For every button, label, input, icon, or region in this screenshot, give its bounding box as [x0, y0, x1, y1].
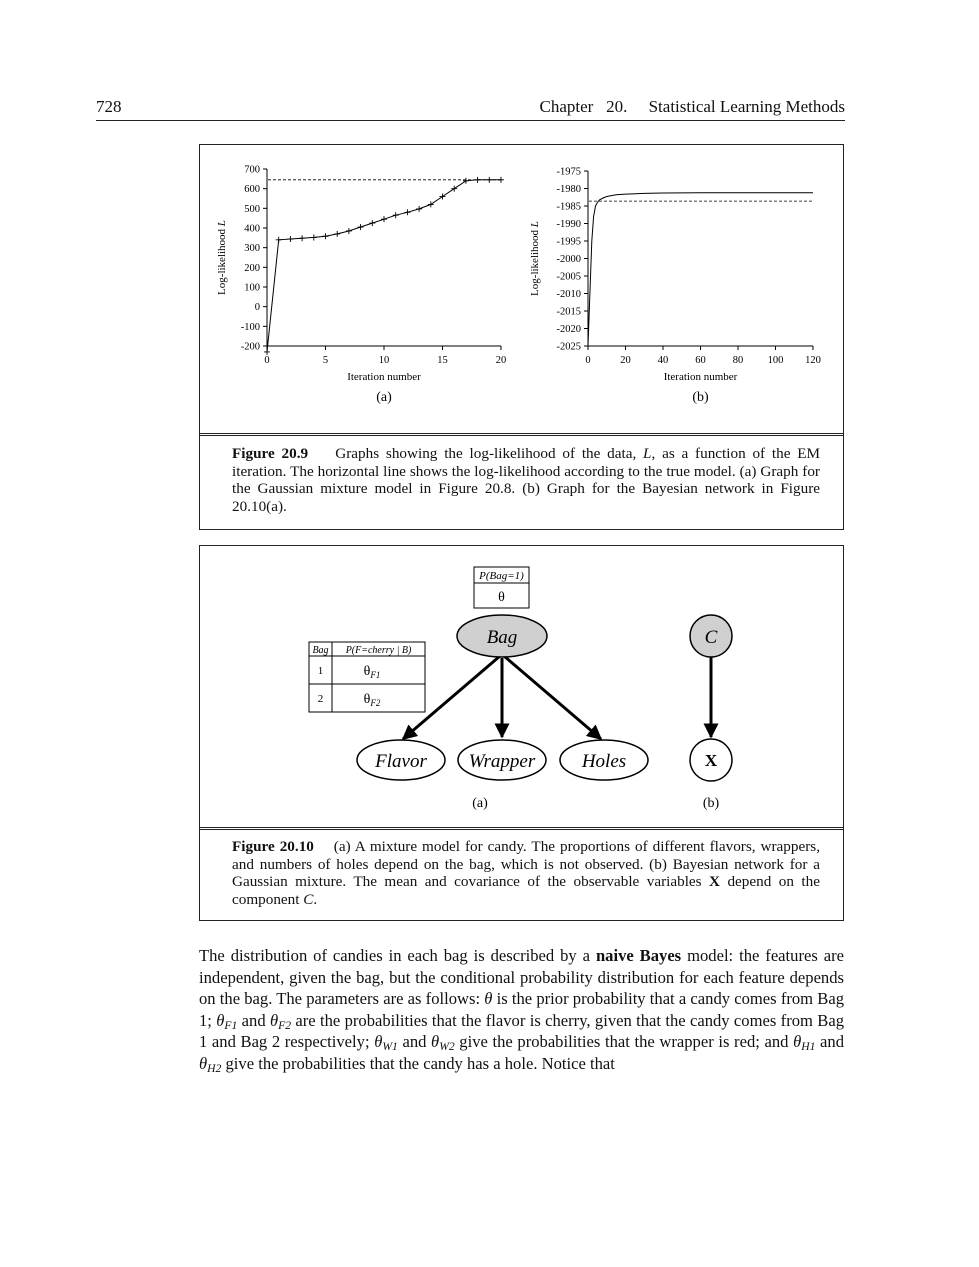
svg-text:Holes: Holes [581, 751, 627, 772]
x-axis-label: Iteration number [347, 371, 421, 383]
y-tick-label: -1990 [556, 219, 581, 230]
node-x [690, 739, 732, 781]
node-bag [457, 615, 547, 657]
data-point [369, 220, 375, 226]
y-tick-label: 0 [254, 302, 260, 314]
y-tick-label: -2025 [556, 341, 581, 353]
y-tick-label: 400 [244, 223, 260, 235]
caption-var: L [643, 445, 652, 462]
data-point [451, 186, 457, 192]
node-holes [560, 740, 648, 780]
x-tick-label: 20 [620, 355, 631, 366]
svg-text:Flavor: Flavor [375, 751, 427, 772]
data-point [323, 233, 329, 239]
data-point [428, 201, 434, 207]
panel-label: (b) [692, 390, 709, 405]
chart-b [520, 145, 845, 435]
cpt-col-bag: Bag [312, 645, 329, 656]
data-point [463, 178, 469, 184]
data-point [486, 177, 492, 183]
data-point [358, 224, 364, 230]
series-line [267, 180, 501, 352]
x-tick-label: 15 [437, 355, 448, 366]
data-point [346, 228, 352, 234]
caption-text: (a) A mixture model for candy. The proportions of different flavors, wrappers, and numbers of holes depend on the bag, which is not observed. (b) Bayesian network for a Gaussian mixture. The mean and covariance of the observable variables [232, 838, 820, 891]
cpt-row1-bag: 1 [317, 665, 324, 677]
data-point [440, 194, 446, 200]
data-point [416, 206, 422, 212]
body-paragraph: The distribution of candies in each bag is described by a naive Bayes model: the features are independent, given the bag, but the conditional probability distribution for each feature depends on the bag. The parameters are as follows: θ is the prior probability that a candy comes from Bag 1; $\theta_{F1}$ and $\theta_{F2}$ are the probabilities that the flavor is cherry, given that the candy comes from Bag 1 and Bag 2 respectively; $\theta_{W1}$ and $\theta_{W2}$ give the probabilities that the wrapper is red; and $\theta_{H1}$ and $\theta_{H2}$ give the probabilities that the candy has a hole. Notice that [199, 946, 845, 1075]
caption-var: C [303, 890, 314, 908]
y-tick-label: -2005 [556, 271, 581, 283]
figure-20-9-caption [232, 445, 820, 515]
bayes-net-diagram [200, 546, 843, 828]
y-tick-label: -1995 [556, 236, 581, 248]
x-tick-label: 80 [732, 355, 744, 366]
x-tick-label: 40 [657, 355, 669, 366]
y-tick-label: -2015 [556, 306, 581, 318]
node-wrapper [458, 740, 546, 780]
prior-table [474, 567, 529, 608]
y-tick-label: -1980 [556, 184, 581, 195]
data-point [381, 216, 387, 222]
x-tick-label: 100 [767, 355, 784, 366]
figure-20-10-caption [232, 838, 820, 908]
cpt-table [309, 642, 425, 712]
chart-a [200, 145, 520, 435]
y-tick-label: 500 [244, 203, 260, 215]
panel-label: (a) [376, 390, 392, 405]
y-tick-label: -200 [240, 341, 260, 353]
x-tick-label: 0 [264, 355, 270, 366]
y-tick-label: 600 [244, 184, 260, 196]
caption-rule [200, 433, 843, 436]
series-line [588, 193, 813, 346]
cpt-row2-bag: 2 [317, 693, 324, 705]
x-tick-label: 120 [805, 355, 821, 366]
y-tick-label: -2010 [556, 289, 581, 300]
panel-b-label: (b) [702, 796, 720, 811]
y-axis-label: Log-likelihood L [529, 221, 541, 296]
node-flavor [357, 740, 445, 780]
svg-text:Bag: Bag [486, 627, 518, 648]
y-tick-label: -1985 [556, 201, 581, 213]
svg-text:C: C [704, 627, 718, 648]
caption-text: . [313, 890, 318, 908]
prior-table-value: θ [498, 590, 505, 605]
caption-bold: X [709, 873, 720, 891]
edge-bag-holes [504, 656, 601, 739]
term-naive-bayes: naive Bayes [595, 946, 682, 965]
x-tick-label: 10 [378, 355, 390, 366]
running-head: Chapter 20. Statistical Learning Methods [539, 97, 845, 116]
caption-text: depend on the component [232, 873, 820, 908]
svg-text:Wrapper: Wrapper [468, 751, 536, 772]
caption-label: Figure 20.9 [232, 445, 309, 462]
prior-table-header: P(Bag=1) [479, 570, 524, 582]
y-tick-label: -1975 [556, 166, 581, 178]
caption-text: , as a function of the EM iteration. The horizontal line shows the log-likelihood according to the true model. (a) Graph for the Gaussian mixture model in Figure 20.8. (b) Graph for the Bayesian network in Figure 20.10(a). [232, 445, 821, 515]
data-point [334, 231, 340, 237]
y-tick-label: 700 [244, 164, 260, 176]
y-tick-label: 100 [244, 282, 260, 294]
caption-text: Graphs showing the log-likelihood of the data, [335, 445, 644, 462]
figure-20-10 [199, 545, 844, 921]
page-number: 728 [96, 97, 122, 116]
y-tick-label: 300 [244, 243, 260, 255]
x-tick-label: 60 [695, 355, 706, 366]
y-tick-label: -2020 [556, 324, 581, 335]
caption-rule [200, 827, 843, 830]
header-rule [96, 120, 845, 121]
y-tick-label: 200 [244, 262, 260, 274]
cpt-row2-value: $\theta_{F2}$ [363, 692, 381, 708]
data-point [264, 349, 270, 355]
y-axis-label: Log-likelihood L [216, 220, 228, 295]
data-point [393, 212, 399, 218]
data-point [276, 237, 282, 243]
cpt-row1-value: $\theta_{F1}$ [363, 664, 381, 680]
cpt-col-prob: P(F=cherry | B) [345, 645, 412, 656]
x-axis-label: Iteration number [663, 371, 738, 383]
figure-20-9 [199, 144, 844, 530]
panel-a-label: (a) [472, 796, 488, 811]
x-tick-label: 0 [585, 355, 591, 366]
data-point [498, 177, 504, 183]
y-tick-label: -2000 [556, 254, 581, 265]
svg-text:X: X [704, 751, 718, 770]
y-tick-label: -100 [240, 321, 260, 333]
x-tick-label: 5 [322, 355, 329, 366]
data-point [311, 234, 317, 240]
data-point [287, 236, 293, 242]
data-point [404, 209, 410, 215]
data-point [475, 177, 481, 183]
caption-label: Figure 20.10 [232, 838, 314, 855]
node-c [690, 615, 732, 657]
x-tick-label: 20 [495, 355, 507, 366]
data-point [299, 235, 305, 241]
